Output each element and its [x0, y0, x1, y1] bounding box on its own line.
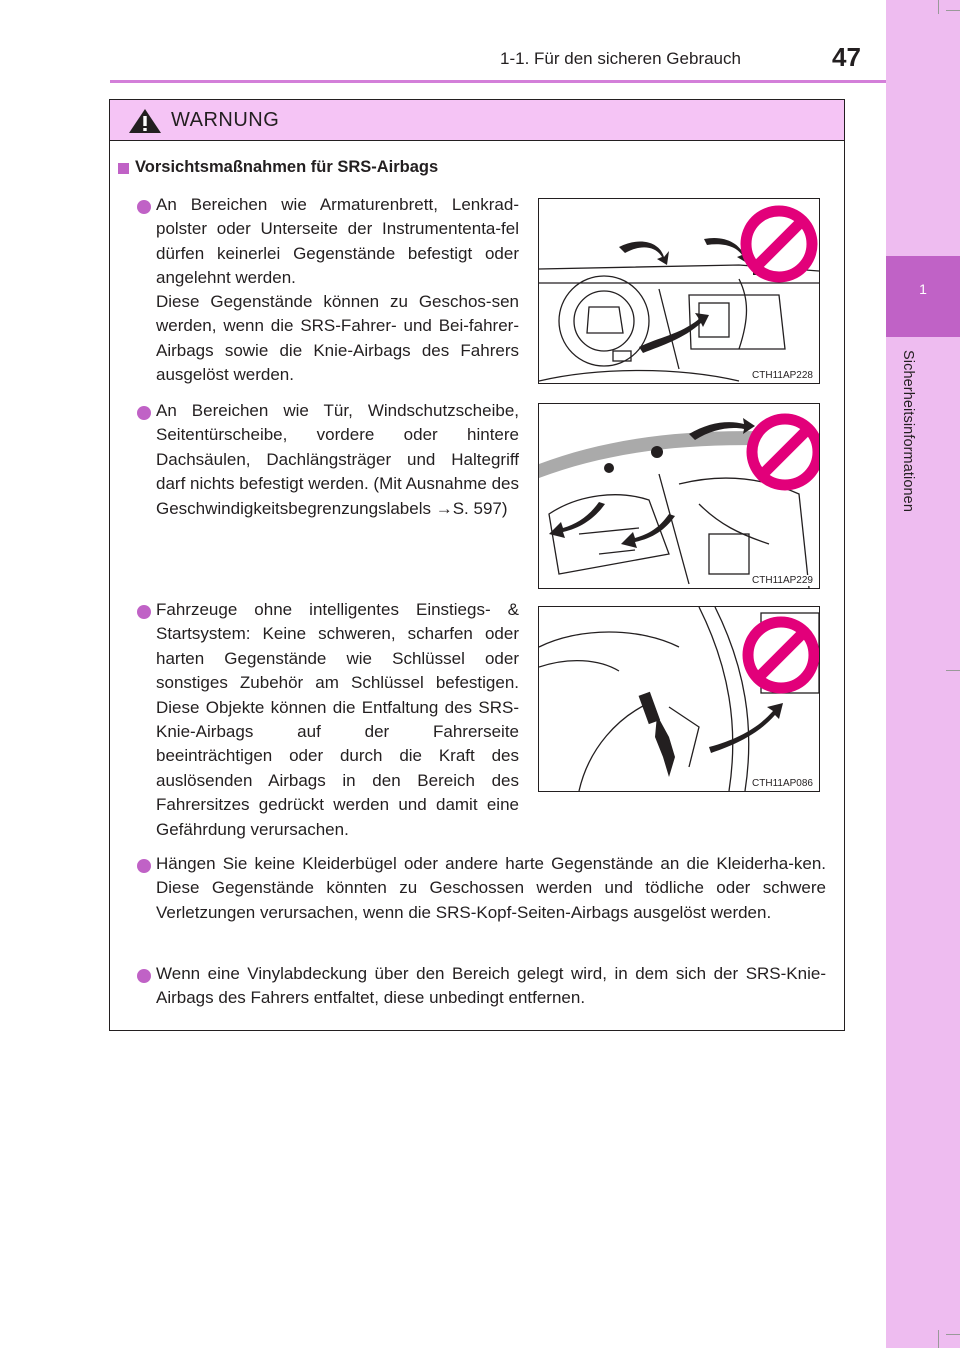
bullet-icon — [137, 200, 151, 214]
key-illustration — [539, 607, 819, 791]
crop-mark — [946, 670, 960, 671]
figure-code: CTH11AP228 — [752, 370, 813, 381]
figure-code: CTH11AP086 — [752, 778, 813, 789]
bullet-icon — [137, 605, 151, 619]
crop-mark — [938, 1330, 939, 1348]
chapter-marker — [886, 256, 960, 337]
warning-label: WARNUNG — [171, 109, 280, 131]
list-item-text: Hängen Sie keine Kleiderbügel oder andere harte Gegenstände an die Kleiderha-ken. Diese Gegenstände könnten zu Geschossen werden und tödliche oder schwere Verletzungen verursachen, wenn die SRS-Kopf-Seiten-Airbags ausgelöst werden. — [156, 854, 826, 922]
crop-mark — [946, 1334, 960, 1335]
crop-mark — [938, 0, 939, 14]
section-title: Vorsichtsmaßnahmen für SRS-Airbags — [135, 158, 439, 176]
bullet-icon — [137, 859, 151, 873]
crop-mark — [946, 10, 960, 11]
figure-code: CTH11AP229 — [752, 575, 813, 586]
side-tab — [886, 0, 960, 1348]
warning-triangle-icon — [128, 108, 162, 134]
illustration-key — [538, 606, 820, 792]
bullet-icon — [137, 406, 151, 420]
illustration-interior — [538, 403, 820, 589]
section-marker — [118, 163, 129, 174]
illustration-dashboard — [538, 198, 820, 384]
bullet-icon — [137, 969, 151, 983]
list-item-text: An Bereichen wie Tür, Windschutzscheibe, Seitentürscheibe, vordere oder hintere Dachsäulen, Dachlängsträger und Haltegriff darf nichts befestigt werden. (Mit Ausnahme des Geschwindigkeitsbegrenzungslabels →S. 597) — [156, 401, 519, 518]
running-header: 1-1. Für den sicheren Gebrauch — [500, 49, 741, 68]
list-item-text: An Bereichen wie Armaturenbrett, Lenkrad-polster oder Unterseite der Instrumententa-fel dürfen keinerlei Gegenstände befestigt oder angelehnt werden. — [156, 195, 519, 288]
warning-box — [109, 99, 845, 1031]
list-item-text: Wenn eine Vinylabdeckung über den Bereich gelegt wird, in dem sich der SRS-Knie-Airbags des Fahrers entfaltet, diese unbedingt entfernen. — [156, 964, 826, 1008]
interior-illustration — [539, 404, 819, 588]
list-item-text: Fahrzeuge ohne intelligentes Einstiegs- & Startsystem: Keine schweren, scharfen oder harten Gegenstände wie Schlüssel oder sonstiges Zubehör am Schlüssel befestigen. Diese Objekte können die Entfaltung des SRS-Knie-Airbags auf der Fahrerseite beeinträchtigen oder durch die Kraft des auslösenden Airbags in den Bereich des Fahrersitzes gedrückt werden und damit eine Gefährdung verursachen. — [156, 600, 519, 839]
warning-header — [110, 100, 844, 141]
chapter-label: Sicherheitsinformationen — [900, 350, 916, 512]
header-rule — [110, 80, 886, 83]
page-number: 47 — [832, 42, 861, 72]
chapter-number: 1 — [919, 281, 927, 297]
list-item-text: Diese Gegenstände können zu Geschos-sen werden, wenn die SRS-Fahrer- und Bei-fahrer-Airbags sowie die Knie-Airbags des Fahrers ausgelöst werden. — [156, 292, 519, 385]
dashboard-illustration — [539, 199, 819, 383]
